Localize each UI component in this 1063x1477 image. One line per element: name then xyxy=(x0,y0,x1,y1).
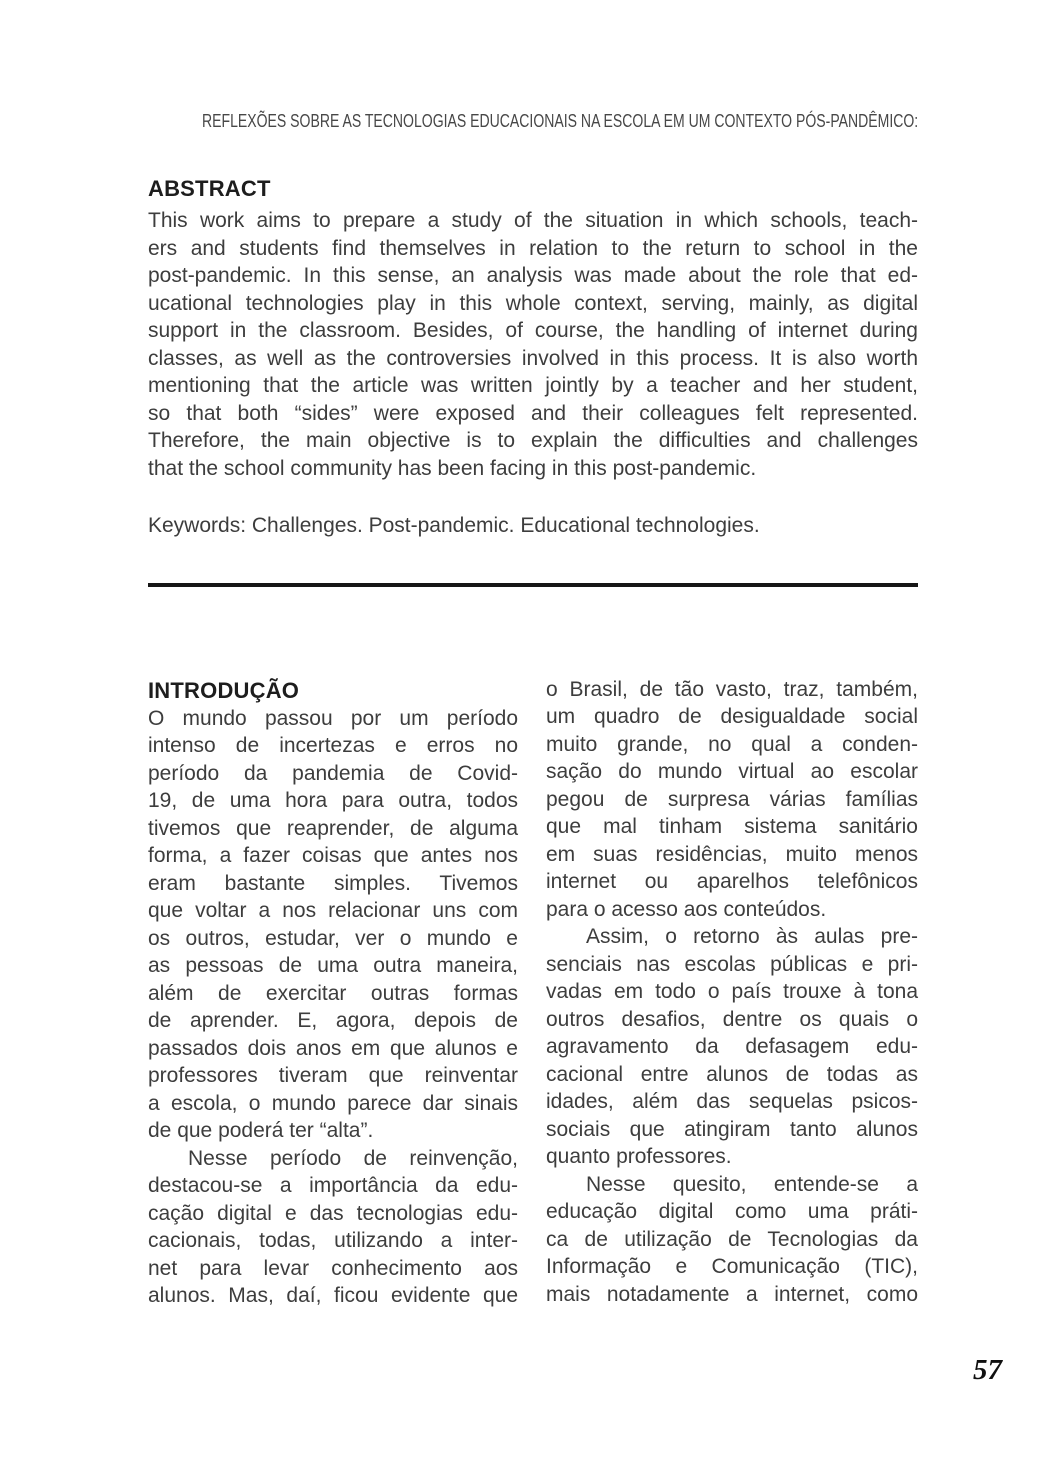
text-line: vadas em todo o país trouxe à tona xyxy=(546,980,918,1003)
text-line: pegou de surpresa várias famílias xyxy=(546,787,918,811)
right-column xyxy=(546,676,918,1310)
text-line: em suas residências, muito menos xyxy=(546,842,918,866)
intro-left-paragraph-1 xyxy=(148,705,518,1145)
text-line: alunos. Mas, daí, ficou evidente que xyxy=(148,1284,518,1307)
text-line: os outros, estudar, ver o mundo e xyxy=(148,926,518,950)
text-line: This work aims to prepare a study of the situation in which schools, teach- xyxy=(148,209,918,232)
text-line: idades, além das sequelas psicos- xyxy=(546,1090,918,1113)
text-line: quanto professores. xyxy=(546,1145,732,1168)
page-number: 57 xyxy=(973,1354,1002,1386)
text-line: passados dois anos em que alunos e xyxy=(148,1036,518,1060)
left-column xyxy=(148,676,518,1310)
text-line: de aprender. E, agora, depois de xyxy=(148,1009,518,1032)
text-line: 19, de uma hora para outra, todos xyxy=(148,789,518,812)
text-line: mentioning that the article was written jointly by a teacher and her student, xyxy=(148,374,918,397)
intro-right-paragraph-1 xyxy=(546,676,918,924)
text-line: as pessoas de uma outra maneira, xyxy=(148,954,518,977)
text-line: net para levar conhecimento aos xyxy=(148,1256,518,1280)
section-divider xyxy=(148,583,918,587)
text-line: período da pandemia de Covid- xyxy=(148,761,518,785)
text-line: cação digital e das tecnologias edu- xyxy=(148,1201,518,1225)
text-line: que mal tinham sistema sanitário xyxy=(546,815,918,838)
intro-right-paragraph-2 xyxy=(546,923,918,1171)
text-line: internet ou aparelhos telefônicos xyxy=(546,870,918,893)
introduction-section xyxy=(148,676,918,1310)
keywords-line: Keywords: Challenges. Post-pandemic. Educational technologies. xyxy=(148,514,760,537)
text-line: post-pandemic. In this sense, an analysis was made about the role that ed- xyxy=(148,264,918,287)
abstract-section xyxy=(148,176,918,540)
abstract-heading: ABSTRACT xyxy=(148,176,271,201)
text-line: that the school community has been facing in this post-pandemic. xyxy=(148,456,757,480)
text-line: intenso de incertezas e erros no xyxy=(148,734,518,757)
text-line: Informação e Comunicação (TIC), xyxy=(546,1255,918,1278)
text-line: que voltar a nos relacionar uns com xyxy=(148,899,518,922)
text-line: muito grande, no qual a conden- xyxy=(546,732,918,756)
text-line: ca de utilização de Tecnologias da xyxy=(546,1227,918,1251)
intro-right-paragraph-3 xyxy=(546,1171,918,1309)
text-line: Nesse período de reinvenção, xyxy=(188,1146,518,1170)
text-line: support in the classroom. Besides, of course, the handling of internet during xyxy=(148,319,918,342)
text-line: o Brasil, de tão vasto, traz, também, xyxy=(546,677,918,701)
intro-left-paragraph-2 xyxy=(148,1145,518,1310)
text-line: educação digital como uma práti- xyxy=(546,1200,918,1223)
page-content xyxy=(148,0,918,1310)
text-line: além de exercitar outras formas xyxy=(148,981,518,1005)
text-line: destacou-se a importância da edu- xyxy=(148,1174,518,1197)
text-line: forma, a fazer coisas que antes nos xyxy=(148,844,518,867)
abstract-paragraph xyxy=(148,207,918,482)
text-line: mais notadamente a internet, como xyxy=(546,1282,918,1306)
text-line: um quadro de desigualdade social xyxy=(546,705,918,728)
running-header: REFLEXÕES SOBRE AS TECNOLOGIAS EDUCACIONAIS NA ESCOLA EM UM CONTEXTO PÓS-PANDÊMICO: xyxy=(201,111,918,131)
text-line: Assim, o retorno às aulas pre- xyxy=(586,925,918,948)
text-line: ucational technologies play in this whole context, serving, mainly, as digital xyxy=(148,291,918,315)
text-line: Nesse quesito, entende-se a xyxy=(586,1172,918,1196)
text-line: outros desafios, dentre os quais o xyxy=(546,1007,918,1031)
text-line: a escola, o mundo parece dar sinais xyxy=(148,1091,518,1115)
text-line: sociais que atingiram tanto alunos xyxy=(546,1117,918,1141)
text-line: senciais nas escolas públicas e pri- xyxy=(546,952,918,976)
text-line: professores tiveram que reinventar xyxy=(148,1064,518,1087)
text-line: tivemos que reaprender, de alguma xyxy=(148,816,518,840)
text-line: eram bastante simples. Tivemos xyxy=(148,871,518,895)
text-line: cacionais, todas, utilizando a inter- xyxy=(148,1229,518,1252)
text-line: para o acesso aos conteúdos. xyxy=(546,897,827,921)
text-line: ers and students find themselves in relation to the return to school in the xyxy=(148,236,918,260)
text-line: Therefore, the main objective is to explain the difficulties and challenges xyxy=(148,429,918,452)
text-line: de que poderá ter “alta”. xyxy=(148,1119,374,1142)
text-line: so that both “sides” were exposed and their colleagues felt represented. xyxy=(148,401,918,425)
text-line: agravamento da defasagem edu- xyxy=(546,1035,918,1058)
introduction-heading: INTRODUÇÃO xyxy=(148,677,300,703)
text-line: classes, as well as the controversies involved in this process. It is also worth xyxy=(148,346,918,370)
text-line: sação do mundo virtual ao escolar xyxy=(546,760,918,783)
text-line: O mundo passou por um período xyxy=(148,706,518,730)
text-line: cacional entre alunos de todas as xyxy=(546,1062,918,1086)
